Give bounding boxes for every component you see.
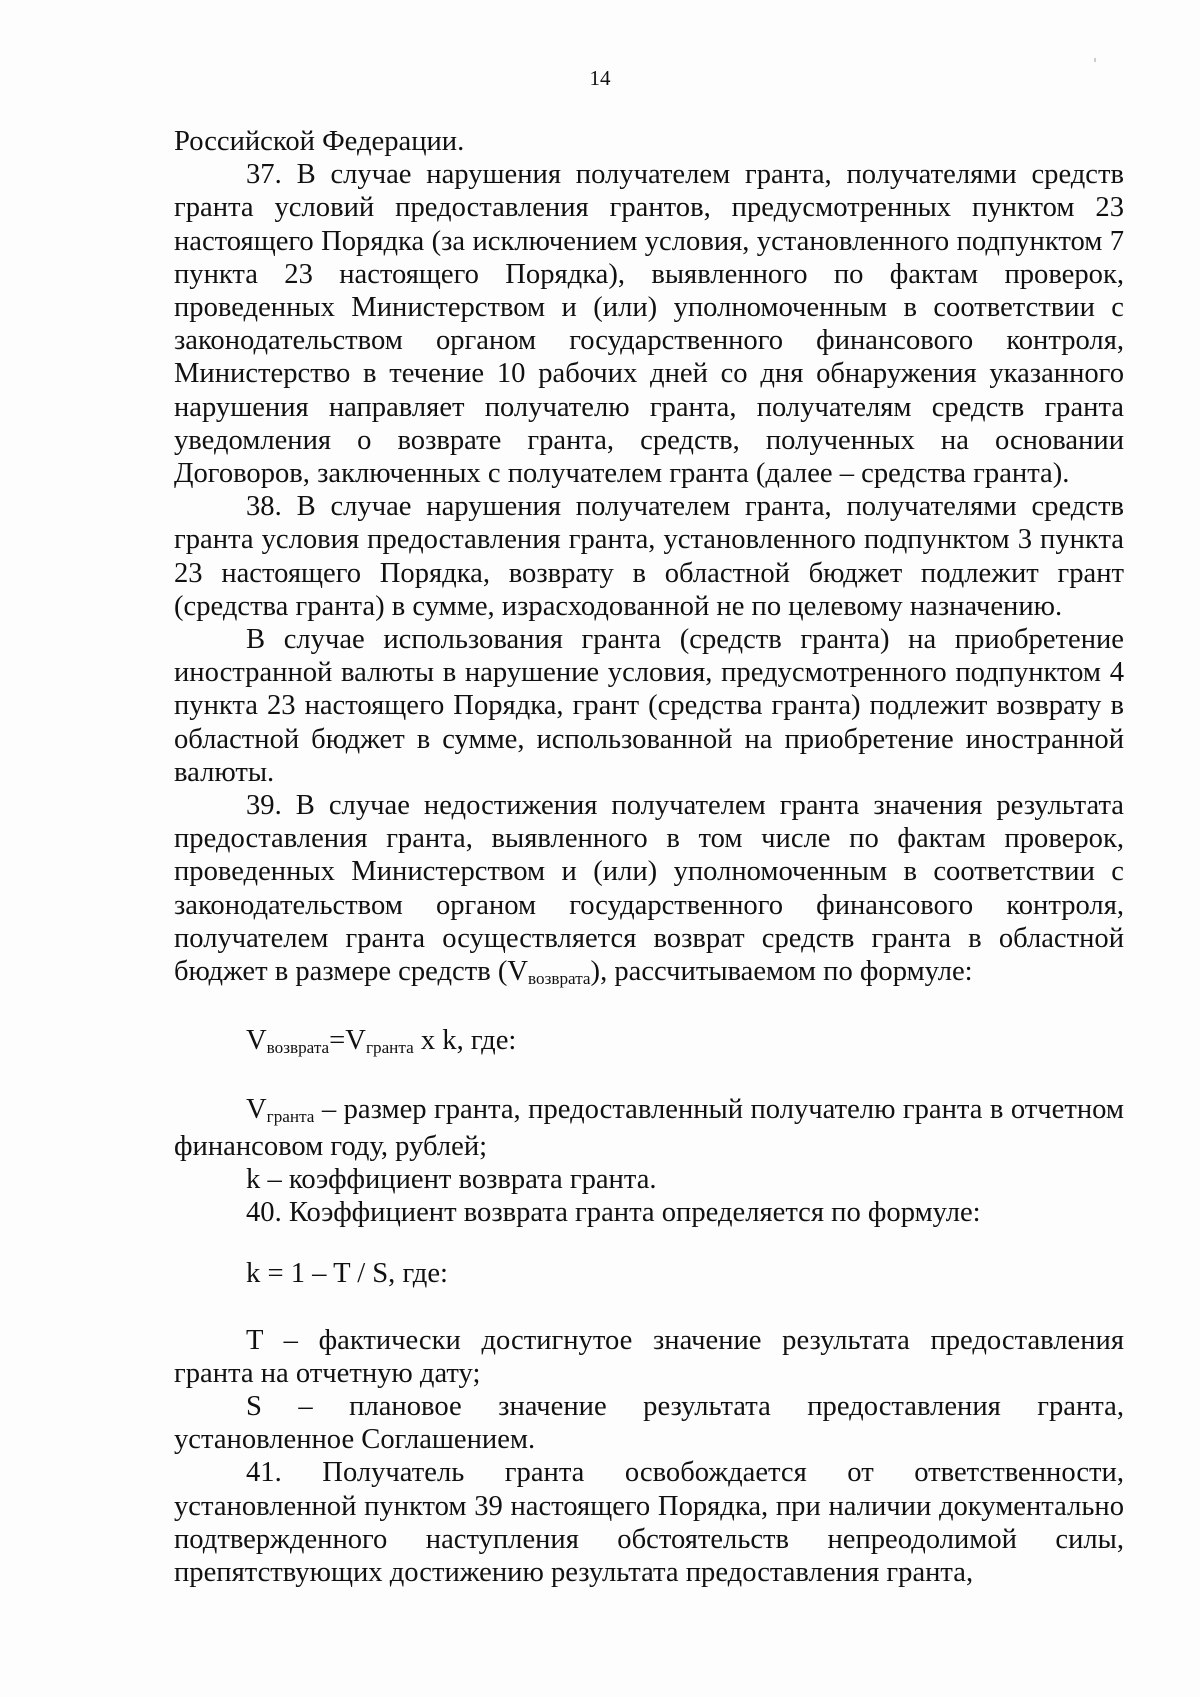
formula-v-return <box>174 1024 1124 1060</box>
paragraph-39-tail: ), рассчитываемом по формуле: <box>590 956 973 988</box>
definition-v-grant <box>174 1093 1124 1162</box>
paragraph-39-text: 39. В случае недостижения получателем гранта значения результата предоставления гранта, выявленного в том числе по фактам проверок, проведенных Министерством и (или) уполномоченным в соответствии с законодательством органом государственного финансового контроля, получателем гранта осуществляется возврат средств гранта в областной бюджет в размере средств (V <box>174 790 1124 988</box>
paragraph-37: 37. В случае нарушения получателем гранта, получателями средств гранта условий предоставления грантов, предусмотренных пунктом 23 настоящего Порядка (за исключением условия, установленного подпунктом 7 пункта 23 настоящего Порядка), выявленного по фактам проверок, проведенных Министерством и (или) уполномоченным в соответствии с законодательством органом государственного финансового контроля, Министерство в течение 10 рабочих дней со дня обнаружения указанного нарушения направляет получателю гранта, получателям средств гранта уведомления о возврате гранта, средств, полученных на основании Договоров, заключенных с получателем гранта (далее – средства гранта). <box>174 159 1124 490</box>
paragraph-39 <box>174 789 1124 991</box>
scan-speck <box>1094 58 1096 62</box>
paragraph-38-part-2: В случае использования гранта (средств гранта) на приобретение иностранной валюты в нарушение условия, предусмотренного подпунктом 4 пункта 23 настоящего Порядка, грант (средства гранта) подлежит возврату в областной бюджет в сумме, использованной на приобретение иностранной валюты. <box>174 624 1124 788</box>
definition-v-grant-text: – размер гранта, предоставленный получателю гранта в отчетном финансовом году, рублей; <box>174 1094 1124 1162</box>
spacer <box>174 1060 1124 1093</box>
page-number: 14 <box>589 66 611 90</box>
document-body <box>174 125 1124 1589</box>
definition-s: S – плановое значение результата предоставления гранта, установленное Соглашением. <box>174 1390 1124 1456</box>
spacer <box>174 1291 1124 1324</box>
formula-equals-v: =V <box>329 1025 366 1057</box>
paragraph-intro: Российской Федерации. <box>174 126 465 157</box>
spacer <box>174 1229 1124 1257</box>
formula-v-symbol: V <box>246 1025 267 1057</box>
formula-tail: x k, где: <box>413 1025 517 1057</box>
definition-t: T – фактически достигнутое значение результата предоставления гранта на отчетную дату; <box>174 1324 1124 1389</box>
paragraph-41: 41. Получатель гранта освобождается от ответственности, установленной пунктом 39 настоящего Порядка, при наличии документально подтвержденного наступления обстоятельств непреодолимой силы, препятствующих достижению результата предоставления гранта, <box>174 1457 1124 1588</box>
spacer <box>174 991 1124 1024</box>
formula-v-grant-subscript: гранта <box>365 1037 414 1057</box>
formula-v-return-subscript: возврата <box>266 1037 330 1057</box>
definition-v-grant-subscript: гранта <box>266 1106 315 1126</box>
v-return-subscript: возврата <box>528 968 591 988</box>
paragraph-40: 40. Коэффициент возврата гранта определяется по формуле: <box>246 1197 981 1229</box>
definition-k: k – коэффициент возврата гранта. <box>246 1163 657 1195</box>
formula-k: k = 1 – T / S, где: <box>246 1258 448 1290</box>
definition-v-symbol: V <box>246 1094 267 1126</box>
paragraph-38: 38. В случае нарушения получателем гранта, получателями средств гранта условия предоставления гранта, установленного подпунктом 3 пункта 23 настоящего Порядка, возврату в областной бюджет подлежит грант (средства гранта) в сумме, израсходованной не по целевому назначению. <box>174 491 1124 622</box>
